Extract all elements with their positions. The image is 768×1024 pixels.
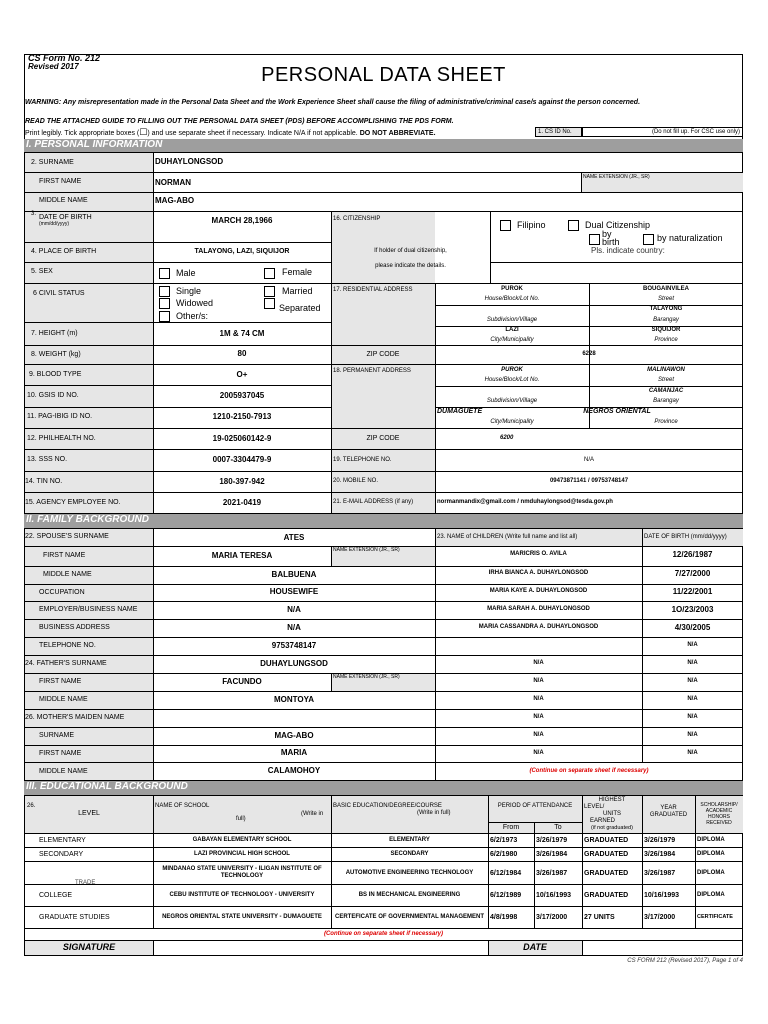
form-footer: CS FORM 212 (Revised 2017), Page 1 of 4 [627, 958, 743, 964]
business-address-label: BUSINESS ADDRESS [39, 624, 110, 631]
child-name[interactable]: MARIA SARAH A. DUHAYLONGSOD [487, 606, 590, 612]
highest-line-1: HIGHEST [598, 797, 626, 803]
dual-citizenship-label: Dual Citizenship [585, 220, 651, 230]
widowed-checkbox[interactable] [159, 298, 170, 309]
edu-highest[interactable]: GRADUATED [584, 892, 629, 899]
father-name-ext-label: NAME EXTENSION (JR., SR) [333, 674, 400, 680]
perm-city-value[interactable]: DUMAGUETE [437, 408, 483, 415]
date-field[interactable] [583, 941, 743, 955]
agency-label: 15. AGENCY EMPLOYEE NO. [25, 499, 121, 506]
father-first-name-value[interactable]: FACUNDO [222, 677, 262, 686]
edu-school[interactable]: LAZI PROVINCIAL HIGH SCHOOL [194, 851, 290, 857]
occupation-label: OCCUPATION [39, 589, 85, 596]
sss-label: 13. SSS NO. [27, 456, 68, 463]
child-name[interactable]: N/A [533, 750, 544, 756]
edu-level[interactable] [25, 862, 153, 884]
cs-id-note: (Do not fill up. For CSC use only) [651, 129, 740, 135]
cs-id-field[interactable] [582, 127, 743, 137]
edu-from[interactable]: 6/12/1989 [490, 892, 522, 899]
perm-city-sublabel: City/Municipality [490, 419, 534, 425]
telephone-value[interactable]: N/A [583, 457, 594, 463]
employer-label: EMPLOYER/BUSINESS NAME [39, 606, 138, 613]
business-address-value[interactable]: N/A [287, 623, 301, 632]
child-name[interactable]: MARIA CASSANDRA A. DUHAYLONGSOD [478, 624, 599, 630]
year-graduated-line-1: YEAR [660, 805, 677, 811]
single-checkbox[interactable] [159, 286, 170, 297]
signature-label: SIGNATURE [62, 942, 116, 952]
child-dob[interactable]: 11/22/2001 [672, 587, 713, 596]
blood-type-value[interactable]: O+ [236, 370, 248, 379]
edu-level[interactable]: GRADUATE STUDIES [39, 914, 110, 921]
pagibig-label: 11. PAG-IBIG ID NO. [27, 413, 93, 420]
edu-year[interactable]: 10/16/1993 [644, 892, 680, 899]
res-city-sublabel: City/Municipality [490, 337, 534, 343]
mobile-value[interactable]: 09473871141 / 09753748147 [549, 478, 629, 484]
res-subd-sublabel: Subdivision/Village [486, 317, 538, 323]
school-header: NAME OF SCHOOL [155, 803, 210, 809]
by-birth-checkbox[interactable] [589, 234, 600, 245]
edu-course[interactable]: AUTOMOTIVE ENGINEERING TECHNOLOGY [345, 869, 474, 876]
section-family-background: II. FAMILY BACKGROUND [24, 514, 743, 528]
perm-prov-sublabel: Province [654, 419, 678, 425]
employer-value[interactable]: N/A [287, 605, 301, 614]
child-name[interactable]: MARIA KAYE A. DUHAYLONGSOD [489, 588, 588, 594]
edu-school[interactable]: CEBU INSTITUTE OF TECHNOLOGY - UNIVERSITY [169, 892, 315, 898]
highest-line-2: LEVEL/ [584, 804, 605, 810]
perm-zip-label: ZIP CODE [366, 435, 400, 442]
edu-highest[interactable]: 27 UNITS [584, 914, 615, 921]
child-name[interactable]: N/A [533, 696, 544, 702]
honors-line-3: HONORS [708, 814, 730, 820]
father-middle-name-label: MIDDLE NAME [39, 696, 88, 703]
course-header: BASIC EDUCATION/DEGREE/COURSE [333, 803, 442, 809]
res-prov-value[interactable]: SIQUIJOR [651, 327, 681, 333]
edu-highest[interactable]: GRADUATED [584, 837, 629, 844]
edu-level[interactable]: COLLEGE [39, 892, 73, 899]
child-dob[interactable]: 1O/23/2003 [671, 605, 714, 614]
weight-value[interactable]: 80 [237, 349, 247, 358]
school-full: full) [236, 816, 246, 822]
edu-to[interactable]: 3/26/1987 [536, 869, 568, 877]
mother-middle-name-label: MIDDLE NAME [39, 768, 88, 775]
occupation-value[interactable]: HOUSEWIFE [269, 587, 319, 596]
mother-maiden-label: 26. MOTHER'S MAIDEN NAME [25, 714, 125, 721]
child-dob[interactable]: N/A [687, 678, 698, 684]
pls-indicate-country: Pls. indicate country: [591, 246, 665, 255]
filipino-checkbox[interactable] [500, 220, 511, 231]
print-legibly-a: Print legibly. Tick appropriate boxes ( [25, 130, 140, 137]
edu-year[interactable]: 3/26/1984 [644, 851, 676, 858]
by-birth-label-a: by [602, 229, 612, 239]
edu-from[interactable]: 6/12/1984 [490, 869, 522, 877]
mother-first-name-value[interactable]: MARIA [280, 748, 308, 757]
citizenship-label: 16. CITIZENSHIP [333, 216, 381, 222]
email-label: 21. E-MAIL ADDRESS (if any) [333, 499, 414, 505]
spouse-name-ext-label: NAME EXTENSION (JR., SR) [333, 547, 400, 553]
surname-value[interactable]: DUHAYLONGSOD [155, 157, 224, 166]
agency-value[interactable]: 2021-0419 [222, 498, 262, 507]
perm-zip-value[interactable]: 6200 [500, 435, 514, 441]
edu-to[interactable]: 3/26/1979 [536, 837, 568, 844]
child-dob[interactable]: 7/27/2000 [674, 569, 711, 578]
edu-school[interactable]: NEGROS ORIENTAL STATE UNIVERSITY - DUMAGUETE [162, 914, 322, 920]
highest-line-5: (if not graduated) [591, 825, 633, 831]
blood-type-label: 9. BLOOD TYPE [29, 371, 82, 378]
print-legibly-b: ) and use separate sheet if necessary. Indicate N/A if not applicable. [147, 130, 358, 137]
edu-level[interactable]: ELEMENTARY [39, 837, 86, 844]
spouse-surname-label: 22. SPOUSE'S SURNAME [25, 533, 109, 540]
first-name-label: FIRST NAME [39, 178, 82, 185]
spouse-first-name-label: FIRST NAME [43, 552, 86, 559]
section-educational-background: III. EDUCATIONAL BACKGROUND [24, 781, 743, 795]
male-label: Male [176, 268, 196, 278]
dob-number: 3. [31, 211, 37, 217]
edu-course[interactable]: SECONDARY [390, 851, 429, 857]
trade-label: TRADE [75, 880, 96, 886]
child-name[interactable]: N/A [533, 732, 544, 738]
children-label: 23. NAME of CHILDREN (Write full name and list all) [437, 534, 578, 540]
surname-label: 2. SURNAME [31, 159, 74, 166]
year-graduated-header [642, 805, 695, 819]
child-dob[interactable]: N/A [687, 642, 698, 648]
separated-checkbox[interactable] [264, 298, 275, 309]
edu-from[interactable]: 6/2/1980 [490, 851, 518, 858]
children-dob-label: DATE OF BIRTH (mm/dd/yyyy) [644, 534, 727, 540]
family-continue-note: (Continue on separate sheet if necessary) [529, 768, 649, 774]
perm-street-value[interactable]: MALINAWON [647, 367, 685, 373]
mother-surname-label: SURNAME [39, 732, 75, 739]
edu-school[interactable]: GABAYAN ELEMENTARY SCHOOL [192, 837, 292, 843]
perm-brgy-sublabel: Barangay [653, 398, 679, 404]
mobile-label: 20. MOBILE NO. [333, 478, 379, 484]
first-name-value[interactable]: NORMAN [155, 178, 191, 187]
spouse-telephone-label: TELEPHONE NO. [39, 642, 96, 649]
mother-surname-value[interactable]: MAG-ABO [274, 731, 314, 740]
edu-level[interactable]: SECONDARY [39, 851, 84, 858]
child-dob[interactable]: N/A [687, 732, 698, 738]
male-checkbox[interactable] [159, 268, 170, 279]
edu-honors[interactable]: DIPLOMA [697, 851, 725, 857]
edu-highest[interactable]: GRADUATED [584, 851, 629, 858]
by-birth-label-b: birth [602, 237, 620, 247]
filipino-label: Filipino [517, 220, 546, 230]
residential-address-label: 17. RESIDENTIAL ADDRESS [333, 287, 413, 293]
honors-line-2: ACADEMIC [705, 808, 733, 814]
others-checkbox[interactable] [159, 311, 170, 322]
child-name[interactable]: N/A [533, 714, 544, 720]
permanent-address-label: 18. PERMANENT ADDRESS [333, 368, 411, 374]
edu-school[interactable]: MINDANAO STATE UNIVERSITY - ILIGAN INSTITUTE OF TECHNOLOGY [162, 866, 322, 879]
spouse-middle-name-value[interactable]: BALBUENA [271, 570, 317, 579]
middle-name-value[interactable]: MAG-ABO [155, 196, 195, 205]
edu-highest[interactable]: GRADUATED [584, 869, 629, 877]
spouse-middle-name-label: MIDDLE NAME [43, 571, 92, 578]
page-title: PERSONAL DATA SHEET [261, 64, 506, 86]
others-label: Other/s: [176, 311, 209, 321]
school-write-in: (Write in [301, 811, 324, 817]
by-naturalization-checkbox[interactable] [643, 234, 654, 245]
res-brgy-sublabel: Barangay [653, 317, 679, 323]
print-legibly-text [25, 128, 436, 138]
res-street-value[interactable]: BOUGAINVILEA [642, 286, 689, 292]
from-header: From [502, 824, 520, 831]
child-dob[interactable]: N/A [687, 750, 698, 756]
perm-house-sublabel: House/Block/Lot No. [484, 377, 540, 383]
mother-middle-name-value[interactable]: CALAMOHOY [267, 766, 321, 775]
warning-text: WARNING: Any misrepresentation made in the Personal Data Sheet and the Work Experience Sheet shall cause the filing of administrative/criminal case/s against the person concerned. [25, 99, 641, 106]
edu-to[interactable]: 3/26/1984 [536, 851, 568, 858]
name-extension-label: NAME EXTENSION (JR., SR) [583, 174, 650, 180]
edu-continue-note: (Continue on separate sheet if necessary) [323, 931, 444, 937]
tin-value[interactable]: 180-397-942 [219, 477, 265, 486]
to-header: To [554, 824, 562, 831]
place-of-birth-label: 4. PLACE OF BIRTH [31, 248, 97, 255]
dob-value[interactable]: MARCH 28,1966 [211, 216, 273, 225]
res-zip-value[interactable]: 6228 [582, 351, 596, 357]
single-label: Single [176, 286, 202, 296]
child-name[interactable]: MARICRIS O. AVILA [510, 551, 567, 557]
edu-course[interactable]: ELEMENTARY [389, 837, 430, 843]
res-city-value[interactable]: LAZI [505, 327, 519, 333]
honors-line-1: SCHOLARSHIP/ [700, 802, 738, 808]
edu-course[interactable]: BS IN MECHANICAL ENGINEERING [358, 892, 461, 898]
weight-label: 8. WEIGHT (kg) [31, 351, 81, 358]
email-value[interactable]: normanmandix@gmail.com / nmduhaylongsod@tesda.gov.ph [437, 499, 613, 505]
edu-number: 26. [27, 803, 36, 809]
spouse-first-name-value[interactable]: MARIA TERESA [211, 551, 273, 560]
philhealth-label: 12. PHILHEALTH NO. [27, 435, 96, 442]
spouse-surname-value[interactable]: ATES [283, 533, 305, 542]
mother-first-name-label: FIRST NAME [39, 750, 82, 757]
res-house-value[interactable]: PUROK [501, 286, 523, 292]
edu-year[interactable]: 3/26/1987 [644, 869, 676, 877]
date-label: DATE [523, 942, 547, 952]
gsis-label: 10. GSIS ID NO. [27, 392, 79, 399]
res-brgy-value[interactable]: TALAYONG [649, 306, 683, 312]
child-dob[interactable]: N/A [687, 714, 698, 720]
father-surname-label: 24. FATHER'S SURNAME [25, 660, 107, 667]
dual-note-1: If holder of dual citizenship, [374, 248, 447, 254]
middle-name-label: MIDDLE NAME [39, 197, 88, 204]
father-surname-value[interactable]: DUHAYLUNGSOD [260, 659, 328, 668]
edu-year[interactable]: 3/17/2000 [644, 914, 676, 921]
section-personal-info: I. PERSONAL INFORMATION [24, 139, 743, 152]
civil-status-label: 6 CIVIL STATUS [33, 290, 85, 297]
by-naturalization-label: by naturalization [657, 233, 723, 243]
edu-year[interactable]: 3/26/1979 [644, 837, 676, 844]
honors-line-4: RECEIVED [706, 820, 732, 826]
philhealth-value[interactable]: 19-025060142-9 [212, 434, 272, 443]
edu-from[interactable]: 6/2/1973 [490, 837, 518, 844]
honors-header [695, 802, 743, 826]
father-middle-name-value[interactable]: MONTOYA [273, 695, 314, 704]
highest-header [582, 797, 642, 832]
sss-value[interactable]: 0007-3304479-9 [212, 455, 272, 464]
child-dob[interactable]: 4/30/2005 [674, 623, 711, 632]
height-value[interactable]: 1M & 74 CM [219, 329, 265, 338]
pagibig-value[interactable]: 1210-2150-7913 [212, 412, 272, 421]
married-label: Married [282, 286, 313, 296]
perm-house-value[interactable]: PUROK [501, 367, 523, 373]
period-header: PERIOD OF ATTENDANCE [497, 803, 573, 809]
child-name[interactable]: IRHA BIANCA A. DUHAYLONGSOD [488, 570, 589, 576]
child-dob[interactable]: 12/26/1987 [672, 550, 713, 559]
perm-subd-sublabel: Subdivision/Village [486, 398, 538, 404]
edu-honors[interactable]: DIPLOMA [697, 892, 725, 898]
highest-line-4: EARNED [590, 818, 616, 824]
gsis-value[interactable]: 2005937045 [219, 391, 265, 400]
telephone-label: 19. TELEPHONE NO. [333, 457, 392, 463]
res-zip-label: ZIP CODE [366, 351, 400, 358]
place-of-birth-value[interactable]: TALAYONG, LAZI, SIQUIJOR [194, 248, 290, 255]
dual-note-2: please indicate the details. [375, 263, 446, 269]
dual-citizenship-checkbox[interactable] [568, 220, 579, 231]
married-checkbox[interactable] [264, 286, 275, 297]
father-first-name-label: FIRST NAME [39, 678, 82, 685]
female-label: Female [282, 267, 313, 277]
separated-label: Separated [279, 303, 321, 313]
sex-label: 5. SEX [31, 268, 53, 275]
spouse-telephone-value[interactable]: 9753748147 [271, 641, 317, 650]
res-street-sublabel: Street [657, 296, 674, 302]
year-graduated-line-2: GRADUATED [649, 812, 688, 818]
highest-line-3: UNITS [603, 811, 621, 817]
child-name[interactable]: N/A [533, 660, 544, 666]
child-name[interactable]: N/A [533, 678, 544, 684]
edu-course[interactable]: CERTEFICATE OF GOVERNMENTAL MANAGEMENT [335, 914, 484, 920]
child-dob[interactable]: N/A [687, 660, 698, 666]
signature-field[interactable] [154, 941, 488, 955]
perm-street-sublabel: Street [657, 377, 674, 383]
tick-box-icon: ☐ [139, 128, 148, 138]
dob-label: DATE OF BIRTH [39, 214, 92, 221]
dob-format: (mm/dd/yyyy) [39, 221, 69, 227]
read-guide-text: READ THE ATTACHED GUIDE TO FILLING OUT THE PERSONAL DATA SHEET (PDS) BEFORE ACCOMPLISHING THE PDS FORM. [25, 118, 454, 125]
res-house-sublabel: House/Block/Lot No. [484, 296, 540, 302]
perm-brgy-value[interactable]: CAMANJAC [648, 388, 684, 394]
cs-id-label: 1. CS ID No. [535, 127, 582, 137]
edu-honors[interactable]: DIPLOMA [697, 869, 725, 876]
widowed-label: Widowed [176, 298, 214, 308]
edu-to[interactable]: 3/17/2000 [536, 914, 568, 921]
form-revised: Revised 2017 [28, 62, 79, 71]
female-checkbox[interactable] [264, 268, 275, 279]
level-header: LEVEL [78, 810, 100, 817]
course-write-in: (Write in full) [417, 810, 451, 816]
perm-prov-value[interactable]: NEGROS ORIENTAL [583, 408, 651, 415]
edu-from[interactable]: 4/8/1998 [490, 914, 518, 921]
edu-honors[interactable]: CERTIFICATE [697, 914, 733, 920]
edu-to[interactable]: 10/16/1993 [536, 892, 572, 899]
res-prov-sublabel: Province [654, 337, 678, 343]
edu-honors[interactable]: DIPLOMA [697, 837, 725, 843]
height-label: 7. HEIGHT (m) [31, 330, 78, 337]
child-dob[interactable]: N/A [687, 696, 698, 702]
form-number: CS Form No. 212 [28, 53, 101, 63]
do-not-abbreviate: DO NOT ABBREVIATE. [359, 130, 436, 137]
tin-label: 14. TIN NO. [25, 478, 63, 485]
